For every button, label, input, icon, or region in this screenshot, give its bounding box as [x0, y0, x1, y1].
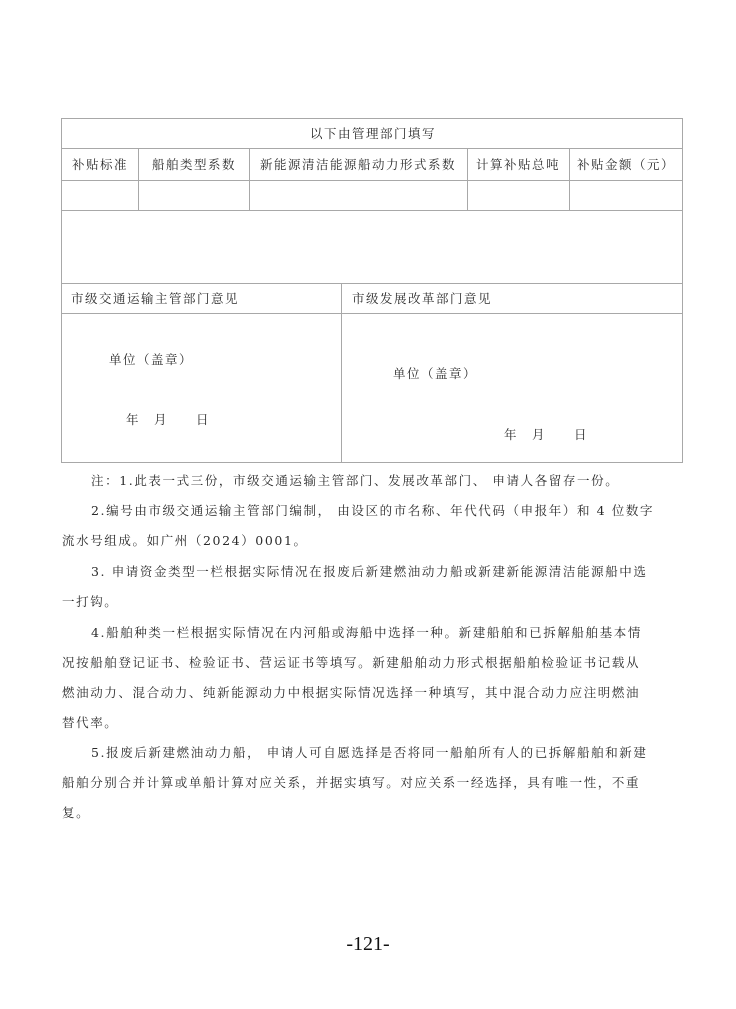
remarks-blank-area[interactable] — [64, 213, 680, 281]
column-header-ship-type-coefficient: 船舶类型系数 — [151, 157, 237, 172]
management-form-table — [61, 118, 683, 463]
note-2-line-1: 2.编号由市级交通运输主管部门编制， 由设区的市名称、年代代码（申报年）和 4 位数字 — [91, 503, 655, 518]
subsidy-amount-field[interactable] — [573, 189, 679, 203]
row-divider — [62, 210, 682, 211]
development-reform-seal-label: 单位（盖章） — [393, 366, 478, 381]
ship-type-coefficient-field[interactable] — [142, 189, 246, 203]
opinion-divider — [341, 283, 342, 463]
column-divider — [249, 148, 250, 210]
note-2-line-2: 流水号组成。如广州（2024）0001。 — [62, 533, 308, 548]
development-reform-opinion-title: 市级发展改革部门意见 — [352, 291, 493, 306]
column-divider — [138, 148, 139, 210]
note-5-line-3: 复。 — [62, 805, 91, 820]
power-type-coefficient-field[interactable] — [253, 189, 463, 203]
row-divider — [62, 283, 682, 284]
note-4-line-3: 燃油动力、混合动力、纯新能源动力中根据实际情况选择一种填写，其中混合动力应注明燃油 — [62, 685, 641, 700]
note-5-line-2: 船舶分别合并计算或单船计算对应关系，并据实填写。对应关系一经选择，具有唯一性，不重 — [62, 775, 641, 790]
note-4-line-2: 况按船舶登记证书、检验证书、营运证书等填写。新建船舶动力形式根据船舶检验证书记载从 — [62, 655, 641, 670]
subsidy-standard-field[interactable] — [66, 189, 136, 203]
total-tonnage-field[interactable] — [471, 189, 566, 203]
note-3-line-1: 3. 申请资金类型一栏根据实际情况在报废后新建燃油动力船或新建新能源清洁能源船中选 — [91, 564, 648, 579]
section-title: 以下由管理部门填写 — [309, 126, 437, 141]
development-reform-date-label: 年 月 日 — [504, 427, 589, 442]
row-divider — [62, 313, 682, 314]
note-1: 注：1.此表一式三份，市级交通运输主管部门、发展改革部门、 申请人各留存一份。 — [91, 473, 620, 488]
row-divider — [62, 148, 682, 149]
note-4-line-4: 替代率。 — [62, 715, 119, 730]
note-4-line-1: 4.船舶种类一栏根据实际情况在内河船或海船中选择一种。新建船舶和已拆解船舶基本情 — [91, 625, 642, 640]
transport-dept-opinion-title: 市级交通运输主管部门意见 — [71, 291, 240, 306]
column-header-subsidy-amount: 补贴金额（元） — [576, 157, 676, 172]
column-divider — [569, 148, 570, 210]
row-divider — [62, 180, 682, 181]
note-3-line-2: 一打钩。 — [62, 594, 119, 609]
column-header-total-tonnage: 计算补贴总吨 — [475, 157, 561, 172]
column-divider — [467, 148, 468, 210]
note-5-line-1: 5.报废后新建燃油动力船， 申请人可自愿选择是否将同一船舶所有人的已拆解船舶和新建 — [91, 745, 648, 760]
transport-dept-seal-label: 单位（盖章） — [109, 352, 194, 367]
page-number: -121- — [346, 933, 390, 955]
column-header-subsidy-standard: 补贴标准 — [71, 157, 129, 172]
column-header-power-type-coefficient: 新能源清洁能源船动力形式系数 — [259, 157, 457, 172]
transport-dept-date-label: 年 月 日 — [126, 412, 211, 427]
